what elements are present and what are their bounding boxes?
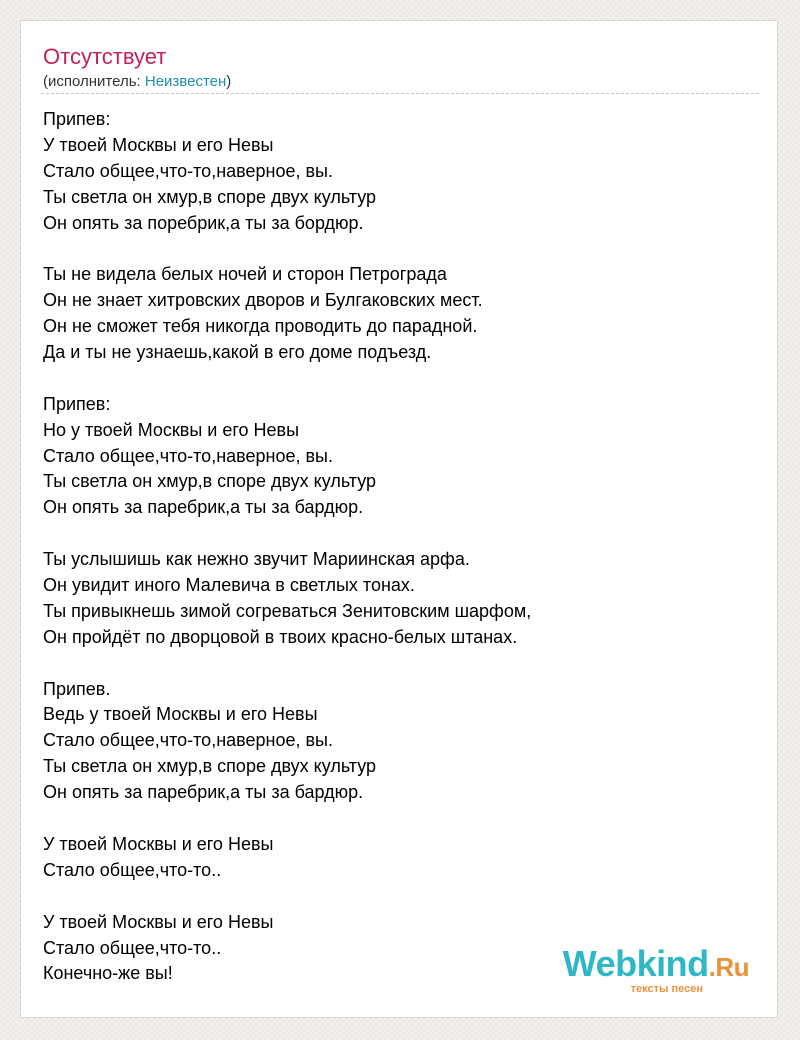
lyric-line: Он пройдёт по дворцовой в твоих красно-белых штанах. [43,626,518,647]
lyric-line: Конечно-же вы! [43,963,173,984]
lyric-line: Ты услышишь как нежно звучит Мариинская арфа. [43,549,470,570]
lyric-line: Припев: [43,109,111,129]
lyrics-text [43,107,743,987]
lyric-line: Стало общее,что-то,наверное, вы. [43,445,333,466]
lyric-line: Ты светла он хмур,в споре двух культур [43,471,377,492]
lyric-line: Стало общее,что-то.. [43,859,222,880]
lyric-line: Припев. [43,678,111,699]
lyric-line: Стало общее,что-то.. [43,937,222,958]
lyric-line: Он опять за паребрик,а ты за бардюр. [43,782,364,803]
stanza [43,677,743,806]
lyric-line: Он увидит иного Малевича в светлых тонах. [43,575,415,596]
lyric-line: Он не знает хитровских дворов и Булгаковских мест. [43,290,483,311]
lyric-line: Он опять за поребрик,а ты за бордюр. [43,212,364,233]
lyric-line: Стало общее,что-то,наверное, вы. [43,730,333,751]
lyric-line: У твоей Москвы и его Невы [43,833,274,854]
lyric-line: Ты светла он хмур,в споре двух культур [43,756,377,777]
logo-web: Webkind [562,943,709,984]
artist-line [43,72,231,92]
lyric-line: Ты светла он хмур,в споре двух культур [43,186,377,207]
lyric-line: Ты не видела белых ночей и сторон Петрограда [43,264,447,285]
lyric-line: У твоей Москвы и его Невы [43,911,274,932]
stanza [43,547,743,651]
artist-link[interactable]: Неизвестен [144,73,227,90]
lyric-line: Но у твоей Москвы и его Невы [43,419,300,440]
logo-wordmark [562,943,749,985]
lyric-line: Ты привыкнешь зимой согреваться Зенитовским шарфом, [43,600,532,621]
lyric-line: Да и ты не узнаешь,какой в его доме подъезд. [43,342,432,363]
stanza [43,107,743,236]
lyric-line: Он не сможет тебя никогда проводить до парадной. [43,316,478,337]
song-title: Отсутствует [43,44,167,69]
site-logo[interactable] [562,943,749,995]
lyric-line: У твоей Москвы и его Невы [43,134,274,155]
stanza [43,392,743,521]
stanza [43,832,743,884]
artist-suffix: ) [226,73,232,90]
stanza [43,262,743,366]
logo-ru: .Ru [708,952,749,982]
header-divider [41,93,759,94]
lyric-line: Он опять за паребрик,а ты за бардюр. [43,497,364,518]
lyric-line: Ведь у твоей Москвы и его Невы [43,704,318,725]
lyric-line: Стало общее,что-то,наверное, вы. [43,160,333,181]
lyrics-card [20,20,778,1018]
artist-prefix: (исполнитель: [43,73,145,90]
lyric-line: Припев: [43,393,111,414]
logo-tagline: тексты песен [630,983,703,995]
